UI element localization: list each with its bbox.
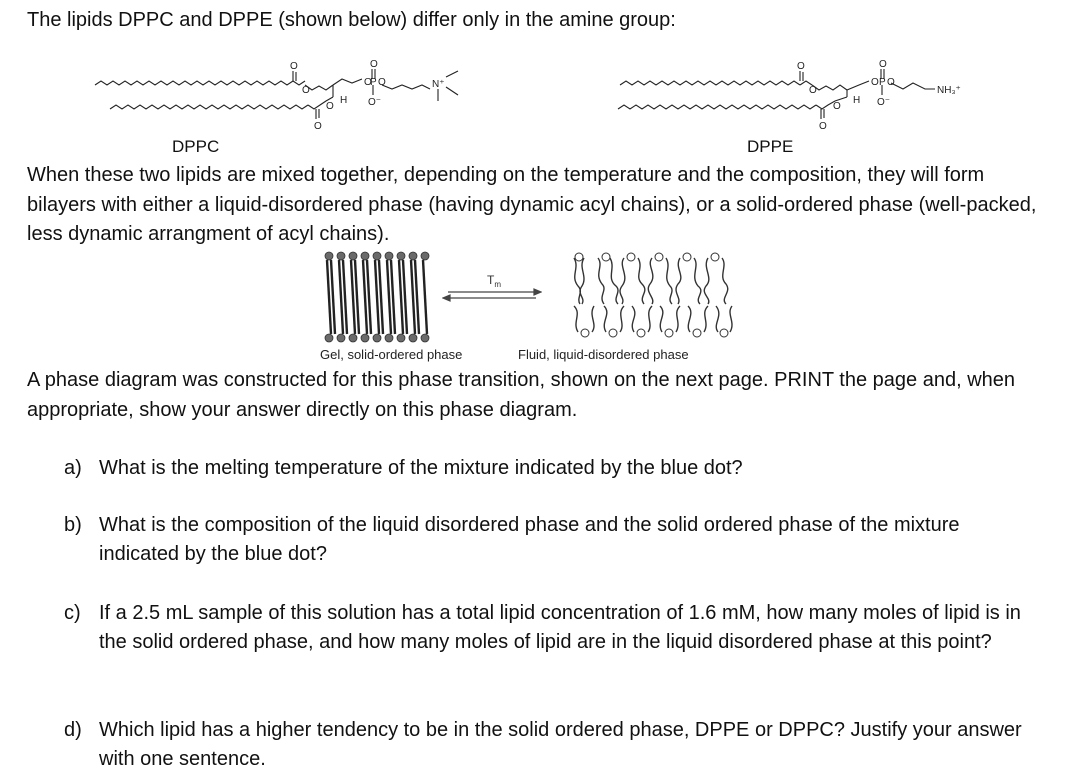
gel-phase-caption: Gel, solid-ordered phase: [320, 347, 463, 362]
question-d-text: Which lipid has a higher tendency to be in the solid ordered phase, DPPE or DPPC? Justify your answer with one sentence.: [99, 719, 1022, 770]
fluid-phase-bilayer: [566, 252, 738, 338]
question-a-text: What is the melting temperature of the mixture indicated by the blue dot?: [99, 457, 743, 479]
tm-label: $T_m$: [487, 273, 502, 289]
dppe-phosphate-o-top: O: [879, 59, 887, 70]
dppe-ester-o-top: O: [809, 85, 817, 96]
instructions-text: A phase diagram was constructed for this phase transition, shown on the next page. PRINT the page and, when appropriate, show your answer directly on this phase diagram.: [27, 369, 1016, 421]
dppc-carbonyl-o-bottom: O: [314, 121, 322, 132]
dppc-phosphate-o-minus: O⁻: [368, 97, 382, 108]
dppe-phosphorus: P: [879, 77, 886, 88]
dppe-ester-o-bottom: O: [833, 101, 841, 112]
fluid-phase-caption: Fluid, liquid-disordered phase: [518, 347, 689, 362]
dppe-phosphate-o-minus: O⁻: [877, 97, 891, 108]
intro-text: The lipids DPPC and DPPE (shown below) differ only in the amine group:: [27, 9, 676, 31]
question-c: [64, 599, 1024, 656]
dppc-carbonyl-o-top: O: [290, 61, 298, 72]
dppe-structure: [615, 55, 995, 137]
dppc-phosphorus: P: [370, 77, 377, 88]
transition-arrows: [442, 270, 542, 304]
question-a: [64, 454, 1024, 483]
dppc-bridge-o-left: O: [364, 77, 372, 88]
gel-phase-bilayer: [322, 250, 434, 346]
dppc-headgroup: N⁺: [432, 79, 445, 90]
dppc-structure: [90, 55, 470, 137]
dppc-bridge-o-right: O: [378, 77, 386, 88]
dppc-label: DPPC: [172, 137, 220, 156]
dppe-hydrogen: H: [853, 95, 861, 106]
dppe-headgroup: NH₃⁺: [937, 85, 961, 96]
description-text: When these two lipids are mixed together, depending on the temperature and the composition, they will form bilayers with either a liquid-disordered phase (having dynamic acyl chains), or a solid-ordered phase (well-packed, less dynamic arrangment of acyl chains).: [27, 164, 1037, 245]
question-b: [64, 511, 1024, 568]
question-c-label: c): [64, 602, 81, 624]
question-a-label: a): [64, 457, 82, 479]
dppc-ester-o-bottom: O: [326, 101, 334, 112]
question-c-text: If a 2.5 mL sample of this solution has a total lipid concentration of 1.6 mM, how many moles of lipid is in the solid ordered phase, and how many moles of lipid are in the liquid disordered phase at this point?: [99, 602, 1021, 653]
dppc-phosphate-o-top: O: [370, 59, 378, 70]
dppe-bridge-o-right: O: [887, 77, 895, 88]
question-b-text: What is the composition of the liquid disordered phase and the solid ordered phase of the mixture indicated by the blue dot?: [99, 514, 960, 565]
dppc-ester-o-top: O: [302, 85, 310, 96]
dppe-carbonyl-o-top: O: [797, 61, 805, 72]
question-d-label: d): [64, 719, 82, 741]
dppe-bridge-o-left: O: [871, 77, 879, 88]
question-d: [64, 716, 1024, 773]
dppe-carbonyl-o-bottom: O: [819, 121, 827, 132]
dppc-hydrogen: H: [340, 95, 348, 106]
question-b-label: b): [64, 514, 82, 536]
dppe-label: DPPE: [747, 137, 794, 156]
